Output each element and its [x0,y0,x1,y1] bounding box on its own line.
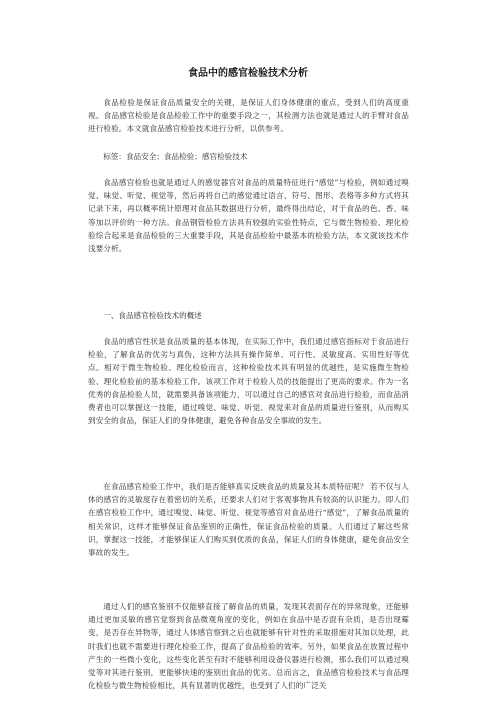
body-paragraph-1: 食品感官检验也就是通过人的感觉器官对食品的质量特征进行“感觉”与检验，例如通过嗅觉、味觉、听觉、视觉等，然后再将自己的感觉通过语言、符号、图形、表格等多种方式将其记录下来，再以概率统计原理对食品其数据进行分析，最终得出结论，对于食品的色、香、味等加以评价的一种方法。食品钢管检验方法具有较强的实验性特点，它与微生物检验、理化检验综合起来是食品检验的三大重要手段，其是食品检验中最基本的检验方法，本文就该技术作浅要分析。 [88,178,409,254]
body-paragraph-3: 在食品感官检验工作中，我们是否能够真实反映食品的质量及其本质特征呢？ 若不仅与人体的感官的灵敏度存在着密切的关系，还要求人们对于客观事物具有较高的认识能力。即人们在感官检验工作中，通过嗅觉、味觉、听觉、视觉等感官对食品进行“感觉”，了解食品质量的相关常识，这样才能够保证食品鉴别的正确性，保证食品检验的质量。人们通过了解这些常识，掌握这一技能，才能够保证人们购买到优质的食品，保证人们的身体健康，避免食品安全事故的发生。 [88,482,409,558]
section-heading: 一、食品感官检验技术的概述 [103,311,202,320]
abstract-paragraph: 食品检验是保证食品质量安全的关键，是保证人们身体健康的重点，受到人们的高度重视。食品感官检验是食品检验工作中的重要手段之一，其检测方法也就是通过人的手臂对食品进行检验。本文就食品感官检验技术进行分析，以供参考。 [88,98,409,134]
body-paragraph-4: 通过人们的感官鉴别不仅能够直接了解食品的质量，发现其表面存在的异常现象，还能够通过更加灵敏的感官觉察到食品微观角度的变化，例如在食品中是否混有杂质，是否出现霉变，是否存在异物等，通过人体感官察到之后也就能够有针对性的采取措施对其加以处理，此时我们也就不需要进行理化检验工作，提高了食品检验的效率。另外，如果食品在放置过程中产生的一些微小变化，这些变化甚至有时不能够利用设备仪器进行检测，那么我们可以通过嗅觉等对其进行鉴别，更能够快速的鉴别出食品的优劣。总而言之，食品感官检验技术与食品理化检验与微生物检验相比，具有显著的优越性，也受到了人们的广泛关 [88,602,409,691]
keywords-line: 标签：食品安全；食品检验；感官检验技术 [103,152,248,161]
document-title: 食品中的感官检验技术分析 [188,68,308,79]
body-paragraph-2: 食品的感官性状是食品质量的基本体现，在实际工作中，我们通过感官指标对于食品进行检验，了解食品的优劣与真伪，这种方法具有操作简单、可行性、灵敏度高、实用性好等优点。相对于微生物检验、理化检验而言，这种检验技术具有明显的优越性，是实施微生物检验、理化检验前的基本检验工作。该项工作对于检验人员的技能提出了更高的要求。作为一名优秀的食品检验人员，就需要具备该项能力，可以通过自己的感官对食品进行检验，而食品消费者也可以掌握这一技能，通过嗅觉、味觉、听觉、视觉来对食品的质量进行鉴别，从而购买到安全的食品，保证人们的身体健康，避免各种食品安全事故的发生。 [88,337,409,426]
